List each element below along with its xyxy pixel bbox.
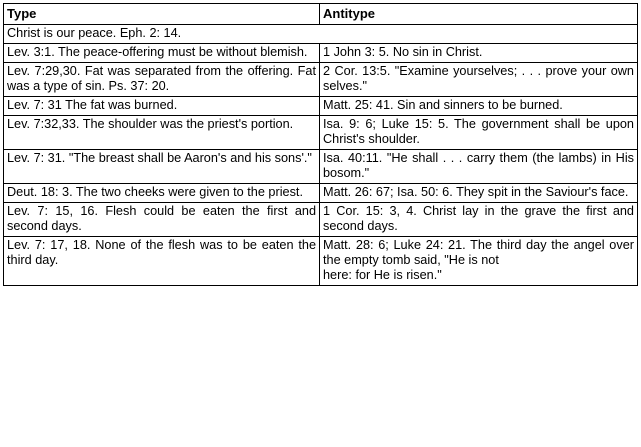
cell-antitype-line2: here: for He is risen." xyxy=(323,268,442,283)
cell-type: Lev. 7:32,33. The shoulder was the priest's portion. xyxy=(4,116,320,150)
cell-antitype: Isa. 9: 6; Luke 15: 5. The government shall be upon Christ's shoulder. xyxy=(320,116,638,150)
banner-text: Christ is our peace. Eph. 2: 14. xyxy=(4,25,638,44)
table-row xyxy=(4,63,638,97)
cell-antitype: 1 Cor. 15: 3, 4. Christ lay in the grave the first and second days. xyxy=(320,203,638,237)
cell-type: Lev. 7:29,30. Fat was separated from the offering. Fat was a type of sin. Ps. 37: 20. xyxy=(4,63,320,97)
cell-type: Deut. 18: 3. The two cheeks were given to the priest. xyxy=(4,184,320,203)
cell-type: Lev. 7: 17, 18. None of the flesh was to be eaten the third day. xyxy=(4,237,320,286)
table-row xyxy=(4,116,638,150)
table-row xyxy=(4,203,638,237)
cell-antitype: 2 Cor. 13:5. "Examine yourselves; . . . prove your own selves." xyxy=(320,63,638,97)
banner-row xyxy=(4,25,638,44)
cell-antitype: Matt. 26: 67; Isa. 50: 6. They spit in the Saviour's face. xyxy=(320,184,638,203)
cell-antitype-line1: Matt. 28: 6; Luke 24: 21. The third day the angel over the empty tomb said, "He is not xyxy=(323,238,634,268)
table-header-row xyxy=(4,4,638,25)
table-row xyxy=(4,150,638,184)
table-row xyxy=(4,237,638,286)
table-row xyxy=(4,184,638,203)
cell-antitype: Isa. 40:11. "He shall . . . carry them (the lambs) in His bosom." xyxy=(320,150,638,184)
type-antitype-table xyxy=(3,3,638,286)
table-row xyxy=(4,97,638,116)
cell-antitype xyxy=(320,237,638,286)
cell-type: Lev. 7: 31 The fat was burned. xyxy=(4,97,320,116)
column-header-type: Type xyxy=(4,4,320,25)
cell-type: Lev. 7: 15, 16. Flesh could be eaten the first and second days. xyxy=(4,203,320,237)
cell-type: Lev. 3:1. The peace-offering must be without blemish. xyxy=(4,44,320,63)
column-header-antitype: Antitype xyxy=(320,4,638,25)
cell-antitype: 1 John 3: 5. No sin in Christ. xyxy=(320,44,638,63)
cell-type: Lev. 7: 31. "The breast shall be Aaron's and his sons'." xyxy=(4,150,320,184)
table-row xyxy=(4,44,638,63)
cell-antitype: Matt. 25: 41. Sin and sinners to be burned. xyxy=(320,97,638,116)
